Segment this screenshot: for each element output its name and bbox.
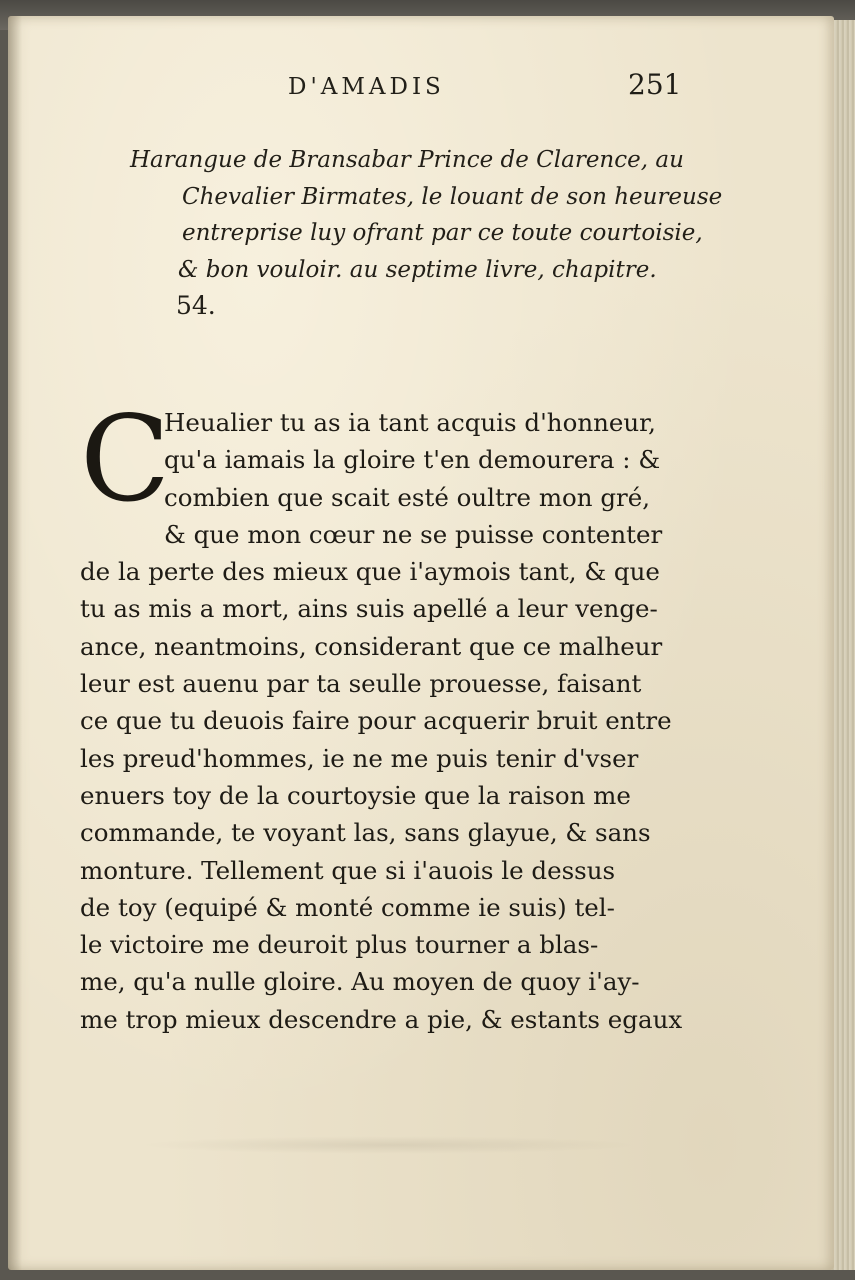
text-line: ance, neantmoins, considerant que ce malheur bbox=[80, 631, 663, 661]
heading-line: entreprise luy ofrant par ce toute courtoisie, bbox=[182, 220, 703, 246]
paper-smudge bbox=[138, 1136, 638, 1154]
text-line: les preud'hommes, ie ne me puis tenir d'vser bbox=[80, 743, 639, 773]
text-line: me, qu'a nulle gloire. Au moyen de quoy i'ay- bbox=[80, 967, 640, 997]
chapter-heading bbox=[110, 142, 723, 325]
text-line: qu'a iamais la gloire t'en demourera : & bbox=[164, 445, 661, 475]
text-line: de toy (equipé & monté comme ie suis) tel- bbox=[80, 892, 615, 922]
text-line: & que mon cœur ne se puisse contenter bbox=[164, 519, 663, 549]
page-number: 251 bbox=[628, 68, 682, 101]
text-line: le victoire me deuroit plus tourner a blas- bbox=[80, 930, 599, 960]
heading-line: Harangue de Bransabar Prince de Clarence, au bbox=[130, 147, 684, 173]
text-line: combien que scait esté oultre mon gré, bbox=[164, 482, 651, 512]
chapter-number: 54. bbox=[176, 291, 216, 320]
text-line: tu as mis a mort, ains suis apellé a leur venge- bbox=[80, 594, 658, 624]
text-line: commande, te voyant las, sans glayue, & sans bbox=[80, 818, 651, 848]
page-gutter bbox=[8, 16, 22, 1270]
text-line: monture. Tellement que si i'auois le dessus bbox=[80, 855, 616, 885]
text-line: de la perte des mieux que i'aymois tant, & que bbox=[80, 557, 660, 587]
text-line: me trop mieux descendre a pie, & estants egaux bbox=[80, 1004, 683, 1034]
text-line: ce que tu deuois faire pour acquerir bruit entre bbox=[80, 706, 672, 736]
heading-line: & bon vouloir. au septime livre, chapitre. bbox=[178, 256, 657, 283]
text-line: Heualier tu as ia tant acquis d'honneur, bbox=[164, 408, 656, 437]
running-head: D'AMADIS bbox=[288, 74, 445, 100]
body-text bbox=[80, 404, 730, 1038]
text-line: enuers toy de la courtoysie que la raison me bbox=[80, 780, 631, 810]
text-line: leur est auenu par ta seulle prouesse, faisant bbox=[80, 669, 642, 699]
heading-line: Chevalier Birmates, le louant de son heureuse bbox=[182, 183, 723, 210]
drop-cap-initial: C bbox=[80, 390, 171, 528]
